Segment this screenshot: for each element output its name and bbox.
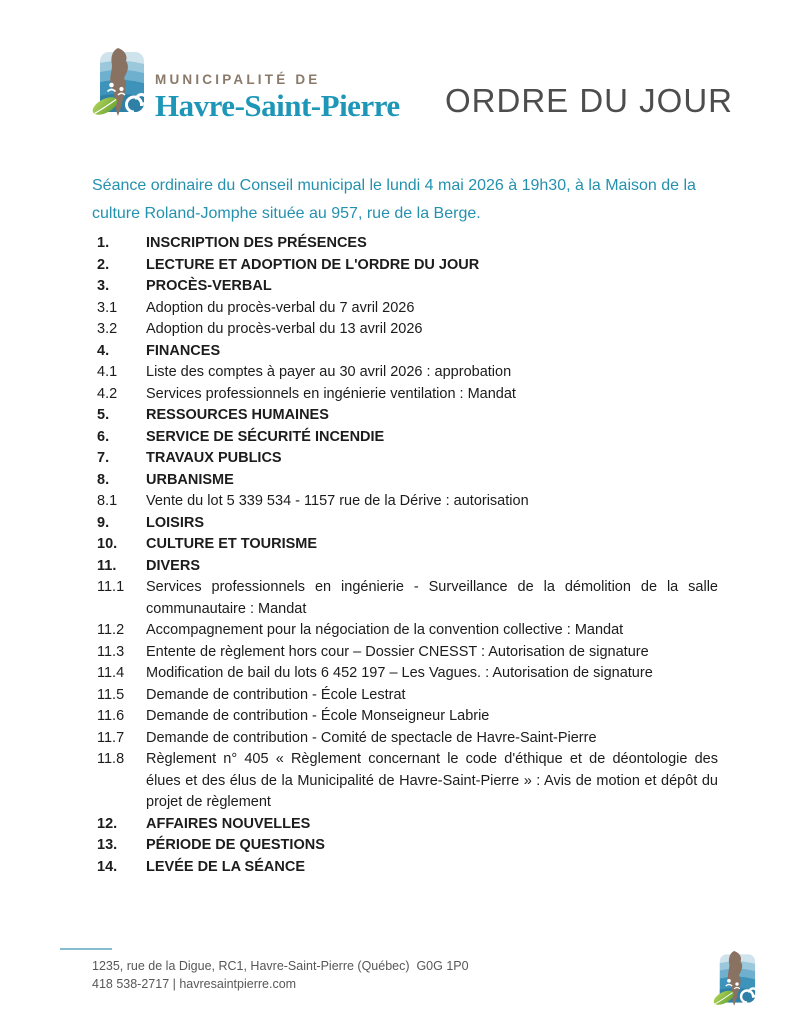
agenda-item-number: 10. — [97, 536, 118, 552]
municipality-emblem-icon — [88, 46, 150, 122]
agenda-item-number: 11.2 — [97, 622, 125, 638]
agenda-item-number: 14. — [97, 858, 118, 875]
agenda-item-text: DIVERS — [146, 557, 200, 574]
agenda-item — [97, 857, 718, 879]
agenda-item — [97, 556, 718, 578]
footer-address: 1235, rue de la Digue, RC1, Havre-Saint-Pierre (Québec) G0G 1P0 — [92, 959, 469, 973]
logo-org-prefix: MUNICIPALITÉ DE — [155, 72, 321, 87]
agenda-item-number: 11.5 — [97, 686, 125, 703]
agenda-item-number: 11.7 — [97, 729, 125, 746]
agenda-item — [97, 513, 718, 535]
agenda-item-number: 1. — [97, 235, 110, 251]
agenda-item — [97, 814, 718, 836]
agenda-item — [97, 835, 718, 857]
agenda-item-number: 11.6 — [97, 708, 125, 724]
agenda-item-text: LOISIRS — [146, 514, 205, 531]
agenda-item-number: 8. — [97, 471, 110, 488]
agenda-item-text: Demande de contribution - École Monseigneur Labrie — [146, 708, 490, 724]
agenda-item-text: RESSOURCES HUMAINES — [146, 407, 329, 423]
agenda-item-number: 11.8 — [97, 751, 125, 767]
agenda-item — [97, 405, 718, 427]
municipality-logo — [155, 72, 400, 124]
agenda-item-text: SERVICE DE SÉCURITÉ INCENDIE — [146, 428, 385, 445]
footer-phone-website — [92, 975, 469, 993]
agenda-item-text: PROCÈS-VERBAL — [146, 278, 272, 294]
agenda-item-number: 13. — [97, 837, 118, 853]
agenda-item-text: Modification de bail du lots 6 452 197 – Les Vagues. : Autorisation de signature — [146, 665, 653, 681]
agenda-item-text: LEVÉE DE LA SÉANCE — [146, 858, 305, 875]
agenda-item-number: 6. — [97, 428, 110, 445]
agenda-item-number: 3.1 — [97, 299, 118, 316]
agenda-item — [97, 685, 718, 707]
agenda-item-text: AFFAIRES NOUVELLES — [146, 815, 311, 832]
agenda-item-text: FINANCES — [146, 342, 221, 359]
agenda-item — [97, 470, 718, 492]
agenda-item-number: 3. — [97, 278, 110, 294]
agenda-item-number: 2. — [97, 256, 110, 273]
agenda-item — [97, 233, 718, 255]
agenda-item — [97, 384, 718, 406]
agenda-item-text: INSCRIPTION DES PRÉSENCES — [146, 235, 367, 251]
agenda-item-number: 11.3 — [97, 643, 125, 660]
footer-divider — [60, 948, 112, 950]
agenda-item-number: 4.2 — [97, 385, 118, 402]
footer-website: havresaintpierre.com — [179, 977, 297, 991]
agenda-item — [97, 362, 718, 384]
agenda-item-text: TRAVAUX PUBLICS — [146, 450, 282, 466]
agenda-item-number: 11.4 — [97, 665, 125, 681]
agenda-item-text: Adoption du procès-verbal du 13 avril 2026 — [146, 321, 423, 337]
agenda-item-number: 5. — [97, 407, 110, 423]
agenda-item — [97, 255, 718, 277]
agenda-item — [97, 319, 718, 341]
agenda-item-text: Liste des comptes à payer au 30 avril 2026 : approbation — [146, 364, 512, 380]
agenda-item — [97, 448, 718, 470]
agenda-item-text: URBANISME — [146, 471, 234, 488]
agenda-item-text: Règlement n° 405 « Règlement concernant le code d'éthique et de déontologie des élues et des élus de la Municipalité de Havre-Saint-Pierre » : Avis de motion et dépôt du projet de règlement — [146, 751, 718, 810]
agenda-item-text: Demande de contribution - École Lestrat — [146, 686, 406, 703]
agenda-item — [97, 577, 718, 620]
footer-separator: | — [169, 977, 180, 991]
agenda-item-number: 4.1 — [97, 364, 118, 380]
agenda-item-text: Services professionnels en ingénierie - Surveillance de la démolition de la salle communautaire : Mandat — [146, 579, 718, 617]
agenda-item — [97, 298, 718, 320]
agenda-item-number: 11. — [97, 557, 117, 574]
logo-org-name: Havre-Saint-Pierre — [155, 88, 400, 123]
agenda-list — [97, 233, 718, 878]
agenda-item-number: 3.2 — [97, 321, 118, 337]
agenda-item-number: 12. — [97, 815, 118, 832]
agenda-item-text: Vente du lot 5 339 534 - 1157 rue de la Dérive : autorisation — [146, 493, 529, 509]
footer-contact-block — [92, 957, 469, 993]
agenda-item-number: 7. — [97, 450, 110, 466]
agenda-item — [97, 728, 718, 750]
municipality-emblem-icon — [710, 949, 760, 1011]
agenda-item — [97, 642, 718, 664]
agenda-item — [97, 427, 718, 449]
agenda-item-text: CULTURE ET TOURISME — [146, 536, 318, 552]
agenda-item-number: 11.1 — [97, 579, 125, 595]
agenda-item-text: Accompagnement pour la négociation de la convention collective : Mandat — [146, 622, 624, 638]
agenda-item — [97, 663, 718, 685]
agenda-item-text: Services professionnels en ingénierie ventilation : Mandat — [146, 385, 516, 402]
footer-phone: 418 538-2717 — [92, 977, 170, 991]
agenda-item-text: Demande de contribution - Comité de spectacle de Havre-Saint-Pierre — [146, 729, 597, 746]
agenda-item — [97, 706, 718, 728]
agenda-item-text: Adoption du procès-verbal du 7 avril 2026 — [146, 299, 415, 316]
agenda-item — [97, 276, 718, 298]
agenda-item — [97, 341, 718, 363]
agenda-item-number: 9. — [97, 514, 110, 531]
agenda-item — [97, 749, 718, 814]
agenda-item-text: Entente de règlement hors cour – Dossier CNESST : Autorisation de signature — [146, 643, 649, 660]
agenda-item-text: LECTURE ET ADOPTION DE L'ORDRE DU JOUR — [146, 256, 480, 273]
agenda-item — [97, 534, 718, 556]
page-title: ORDRE DU JOUR — [444, 82, 733, 119]
agenda-item-number: 4. — [97, 342, 110, 359]
agenda-item — [97, 620, 718, 642]
agenda-item — [97, 491, 718, 513]
meeting-intro-paragraph: Séance ordinaire du Conseil municipal le lundi 4 mai 2026 à 19h30, à la Maison de la culture Roland-Jomphe située au 957, rue de la Berge. — [92, 177, 696, 222]
agenda-item-number: 8.1 — [97, 493, 118, 509]
agenda-item-text: PÉRIODE DE QUESTIONS — [146, 837, 325, 853]
